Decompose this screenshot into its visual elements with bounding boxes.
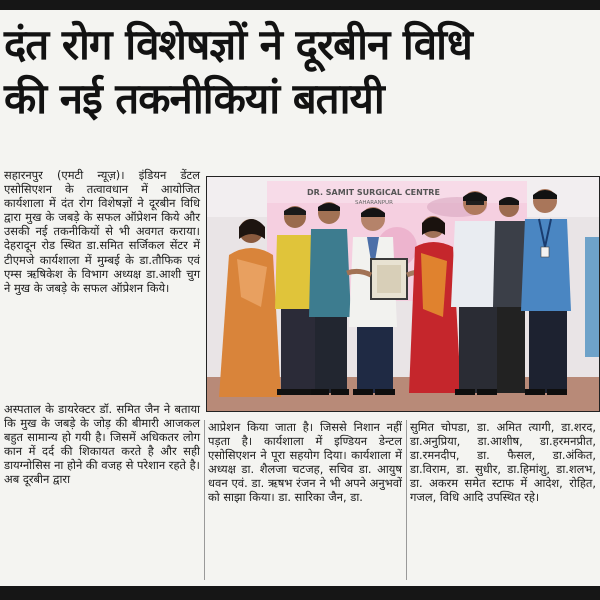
article-column-1-top: सहारनपुर (एमटी न्यूज़)। इंडियन डेंटल एसोसिएशन के तत्वावधान में आयोजित कार्यशाला में दंत रोग विशेषज्ञों ने दूरबीन विधि द्वारा मुख के जबड़े के सफल ऑप्रेशन किये और उसकी नई तकनीकियों से भी अवगत कराया। देहरादून रोड स्थित डा.समित सर्जिकल सेंटर में टीएमजे कार्यशाला में मुम्बई के डा.तौफिक एवं एम्स ऋषिकेश के विभाग अध्यक्ष डा.आशी चुग ने मुख के जबड़े के सफल ऑप्रेशन किये। [4,168,200,295]
photo-banner-text: DR. SAMIT SURGICAL CENTRE [307,188,440,197]
headline-line-1: दंत रोग विशेषज्ञों ने दूरबीन विधि [4,20,472,69]
column-divider-2 [406,420,407,580]
bottom-border [0,586,600,600]
headline [4,18,598,126]
article-column-2: आप्रेशन किया जाता है। जिससे निशान नहीं पड़ता है। कार्यशाला में इण्डियन डेन्टल एसोसिएशन ने पूरा सहयोग दिया। कार्यशाला में अध्यक्ष डा. शैलजा चटजह, सचिव डा. आयुष धवन एवं. डा. ऋषभ रंजन ने भी अपने अनुभवों को साझा किया। डा. सारिका जैन, डा. [208,420,402,505]
column-divider-1 [204,420,205,580]
article-column-1-bottom: अस्पताल के डायरेक्टर डॉ. समित जैन ने बताया कि मुख के जबड़े के जोड़ की बीमारी आजकल बहुत सामान्य हो गयी है। जिसमें अधिकतर लोग कान में दर्द की शिकायत करते है और सही डायग्नोसिस ना होने की वजह से परेशान रहते है। अब दूरबीन द्वारा [4,402,200,487]
article-column-3: सुमित चोपडा, डा. अमित त्यागी, डा.शरद, डा.अनुप्रिया, डा.आशीष, डा.हरमनप्रीत, डा.रमनदीप, डा. फैसल, डा.अंकित, डा.विराम, डा. सुधीर, डा.हिमांशु, डा.शलभ, डा. अकरम समेत स्टाफ में आदेश, रोहित, गजल, विधि आदि उपस्थित रहे। [410,420,596,505]
photo-banner-subtext: SAHARANPUR [355,200,393,206]
event-photo [206,176,600,412]
top-border [0,0,600,10]
headline-line-2: की नई तकनीकियां बतायी [4,74,384,123]
